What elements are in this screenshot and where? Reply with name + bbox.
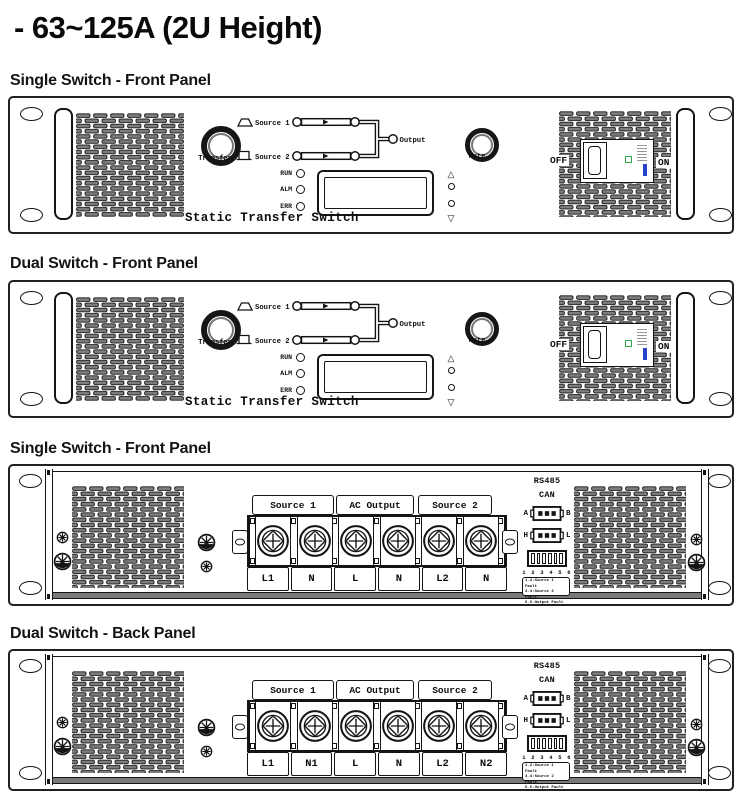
dip-legend	[522, 762, 570, 791]
terminal-group-source1: Source 1	[252, 495, 334, 515]
port-a-label: A	[523, 509, 528, 518]
breaker-green-indicator	[625, 340, 632, 347]
mount-hole-icon	[20, 107, 43, 121]
terminal-labels	[247, 752, 507, 776]
breaker-toggle	[588, 330, 601, 359]
connector-icon	[530, 528, 564, 543]
up-button-icon	[448, 367, 455, 374]
top-edge-line	[53, 471, 701, 472]
terminal-post	[249, 702, 256, 750]
dip-legend-line: 3.4:Source 2 Fault	[525, 775, 554, 785]
up-button-icon	[448, 183, 455, 190]
mute-label: Mute	[468, 153, 486, 161]
bottom-edge-band	[53, 777, 701, 784]
vent-grille	[76, 113, 184, 217]
rack-handle	[676, 292, 695, 404]
terminal-screw-icon	[256, 709, 290, 743]
terminal-screw-icon	[256, 524, 290, 558]
mute-label: Mute	[468, 337, 486, 345]
terminal-post	[332, 517, 339, 565]
breaker-on-label: ON	[658, 157, 670, 168]
mount-hole-icon	[709, 392, 732, 406]
terminal-cell	[256, 517, 290, 565]
front-panel-dual	[8, 280, 734, 418]
terminal-post	[332, 702, 339, 750]
dip-legend	[522, 577, 570, 606]
connector-icon	[530, 506, 564, 521]
rs485-label: RS485	[533, 476, 561, 486]
err-led-icon	[296, 386, 305, 395]
transfer-label: Transfer	[198, 339, 232, 347]
terminal-post	[249, 517, 256, 565]
terminal-cell	[339, 517, 373, 565]
port-l-label: L	[566, 531, 571, 540]
terminal-screw-icon	[381, 524, 415, 558]
terminal-wing	[232, 530, 248, 554]
port-b-label: B	[566, 694, 571, 703]
terminal-label: L2	[422, 567, 464, 591]
run-led-label: RUN	[280, 169, 292, 177]
alm-led-icon	[296, 185, 305, 194]
output-label: Output	[399, 320, 426, 329]
dip-legend-line: 1.2:Source 1 Fault	[525, 579, 554, 589]
terminal-labels	[247, 567, 507, 591]
rs485-port-ab	[516, 506, 578, 521]
dip-switch	[527, 550, 567, 567]
alm-led-icon	[296, 369, 305, 378]
up-arrow-icon	[448, 164, 455, 182]
nav-buttons	[444, 348, 458, 410]
lcd-screen	[324, 177, 427, 209]
led-block	[266, 349, 305, 399]
terminal-screw-icon	[339, 709, 373, 743]
mount-hole-icon	[19, 659, 42, 673]
section-label-2: Dual Switch - Front Panel	[10, 255, 198, 272]
section-label-1: Single Switch - Front Panel	[10, 72, 211, 89]
terminal-screw-icon	[298, 709, 332, 743]
screw-icon	[687, 738, 706, 757]
port-l-label: L	[566, 716, 571, 725]
terminal-label: N	[378, 752, 420, 776]
run-led-label: RUN	[280, 353, 292, 361]
device-name: Static Transfer Switch	[185, 211, 359, 225]
connector-icon	[530, 691, 564, 706]
run-led-icon	[296, 169, 305, 178]
terminal-post	[456, 702, 463, 750]
vent-grille	[574, 486, 686, 588]
terminal-screw-icon	[339, 524, 373, 558]
terminal-cell	[422, 702, 456, 750]
rack-handle	[54, 292, 73, 404]
source2-label: Source 2	[255, 154, 290, 162]
screw-icon	[200, 560, 213, 573]
terminal-cell	[256, 702, 290, 750]
section-label-3: Single Switch - Front Panel	[10, 440, 211, 457]
breaker	[580, 323, 654, 367]
breaker-toggle	[588, 146, 601, 175]
terminal-block	[247, 700, 507, 752]
mimic-diagram	[236, 108, 436, 170]
terminal-post	[415, 702, 422, 750]
lcd-display	[317, 170, 434, 216]
mimic-diagram	[236, 292, 436, 354]
breaker	[580, 139, 654, 183]
err-led-label: ERR	[280, 386, 292, 394]
terminal-post	[290, 517, 297, 565]
dip-legend-line: 1.2:Source 1 Fault	[525, 764, 554, 774]
terminal-block	[247, 515, 507, 567]
run-led-icon	[296, 353, 305, 362]
alm-led-label: ALM	[280, 370, 292, 378]
back-panel-dual	[8, 649, 734, 791]
mount-hole-icon	[20, 291, 43, 305]
terminal-label: L1	[247, 752, 289, 776]
vent-grille	[574, 671, 686, 773]
led-block	[266, 165, 305, 215]
port-b-label: B	[566, 509, 571, 518]
terminal-cell	[381, 517, 415, 565]
section-label-4: Dual Switch - Back Panel	[10, 625, 196, 642]
port-h-label: H	[523, 531, 528, 540]
source2-label: Source 2	[255, 338, 290, 346]
breaker-rating-text	[637, 145, 647, 161]
breaker-green-indicator	[625, 156, 632, 163]
terminal-cell	[298, 517, 332, 565]
port-a-label: A	[523, 694, 528, 703]
mount-hole-icon	[20, 208, 43, 222]
top-edge-line	[53, 656, 701, 657]
terminal-label: N	[378, 567, 420, 591]
page-title: - 63~125A (2U Height)	[14, 10, 322, 45]
terminal-screw-icon	[298, 524, 332, 558]
terminal-screw-icon	[464, 524, 498, 558]
screw-icon	[197, 718, 216, 737]
alm-led-label: ALM	[280, 186, 292, 194]
breaker-blue-indicator	[643, 348, 647, 360]
source1-label: Source 1	[255, 120, 290, 128]
terminal-label: N2	[465, 752, 507, 776]
err-led-label: ERR	[280, 202, 292, 210]
output-label: Output	[399, 136, 426, 145]
mount-hole-icon	[708, 581, 731, 595]
breaker-rating-text	[637, 329, 647, 345]
can-label: CAN	[539, 490, 555, 500]
breaker-off-label: OFF	[550, 339, 568, 350]
mount-hole-icon	[19, 474, 42, 488]
dip-legend-line: 5.6:Output Fault	[525, 601, 564, 606]
mount-hole-icon	[19, 766, 42, 780]
screw-icon	[197, 533, 216, 552]
front-panel-single	[8, 96, 734, 234]
rack-handle	[676, 108, 695, 220]
breaker-off-label: OFF	[550, 155, 568, 166]
lcd-screen	[324, 361, 427, 393]
terminal-label: N1	[291, 752, 333, 776]
terminal-label: N	[465, 567, 507, 591]
mount-hole-icon	[709, 107, 732, 121]
terminal-label: L1	[247, 567, 289, 591]
transfer-label: Transfer	[198, 155, 232, 163]
mount-hole-icon	[709, 291, 732, 305]
dip-numbers: 1 2 3 4 5 6	[522, 754, 572, 761]
terminal-post	[373, 517, 380, 565]
terminal-label: L	[334, 752, 376, 776]
rack-handle	[54, 108, 73, 220]
terminal-post	[373, 702, 380, 750]
terminal-post	[290, 702, 297, 750]
can-port-hl	[516, 528, 578, 543]
screw-icon	[53, 737, 72, 756]
mount-hole-icon	[709, 208, 732, 222]
mount-hole-icon	[708, 659, 731, 673]
can-label: CAN	[539, 675, 555, 685]
mount-hole-icon	[19, 581, 42, 595]
side-rail	[45, 654, 53, 785]
can-port-hl	[516, 713, 578, 728]
vent-grille	[76, 297, 184, 401]
dip-legend-line: 5.6:Output Fault	[525, 786, 564, 791]
terminal-post	[456, 517, 463, 565]
up-arrow-icon	[448, 348, 455, 366]
down-arrow-icon	[448, 392, 455, 410]
terminal-post	[415, 517, 422, 565]
terminal-group-source2: Source 2	[418, 680, 492, 700]
mount-hole-icon	[20, 392, 43, 406]
dip-legend-line: 3.4:Source 2 Fault	[525, 590, 554, 600]
lcd-display	[317, 354, 434, 400]
terminal-label: N	[291, 567, 333, 591]
terminal-group-source1: Source 1	[252, 680, 334, 700]
terminal-group-acoutput: AC Output	[336, 495, 414, 515]
err-led-icon	[296, 202, 305, 211]
terminal-cell	[298, 702, 332, 750]
terminal-group-source2: Source 2	[418, 495, 492, 515]
terminal-label: L2	[422, 752, 464, 776]
terminal-label: L	[334, 567, 376, 591]
terminal-cell	[381, 702, 415, 750]
screw-icon	[53, 552, 72, 571]
terminal-wing	[232, 715, 248, 739]
screw-icon	[687, 553, 706, 572]
screw-icon	[56, 716, 69, 729]
terminal-cell	[464, 702, 498, 750]
down-arrow-icon	[448, 208, 455, 226]
side-rail	[45, 469, 53, 600]
bottom-edge-band	[53, 592, 701, 599]
down-button-icon	[448, 384, 455, 391]
terminal-screw-icon	[381, 709, 415, 743]
source1-label: Source 1	[255, 304, 290, 312]
terminal-cell	[339, 702, 373, 750]
back-panel-single	[8, 464, 734, 606]
down-button-icon	[448, 200, 455, 207]
dip-switch	[527, 735, 567, 752]
screw-icon	[56, 531, 69, 544]
port-h-label: H	[523, 716, 528, 725]
rs485-port-ab	[516, 691, 578, 706]
rs485-label: RS485	[533, 661, 561, 671]
device-name: Static Transfer Switch	[185, 395, 359, 409]
screw-icon	[200, 745, 213, 758]
terminal-cell	[422, 517, 456, 565]
nav-buttons	[444, 164, 458, 226]
screw-icon	[690, 533, 703, 546]
screw-icon	[690, 718, 703, 731]
terminal-screw-icon	[422, 709, 456, 743]
terminal-group-acoutput: AC Output	[336, 680, 414, 700]
dip-numbers: 1 2 3 4 5 6	[522, 569, 572, 576]
terminal-screw-icon	[422, 524, 456, 558]
vent-grille	[72, 486, 184, 588]
mount-hole-icon	[708, 766, 731, 780]
breaker-on-label: ON	[658, 341, 670, 352]
terminal-cell	[464, 517, 498, 565]
mount-hole-icon	[708, 474, 731, 488]
connector-icon	[530, 713, 564, 728]
vent-grille	[72, 671, 184, 773]
breaker-blue-indicator	[643, 164, 647, 176]
terminal-screw-icon	[464, 709, 498, 743]
